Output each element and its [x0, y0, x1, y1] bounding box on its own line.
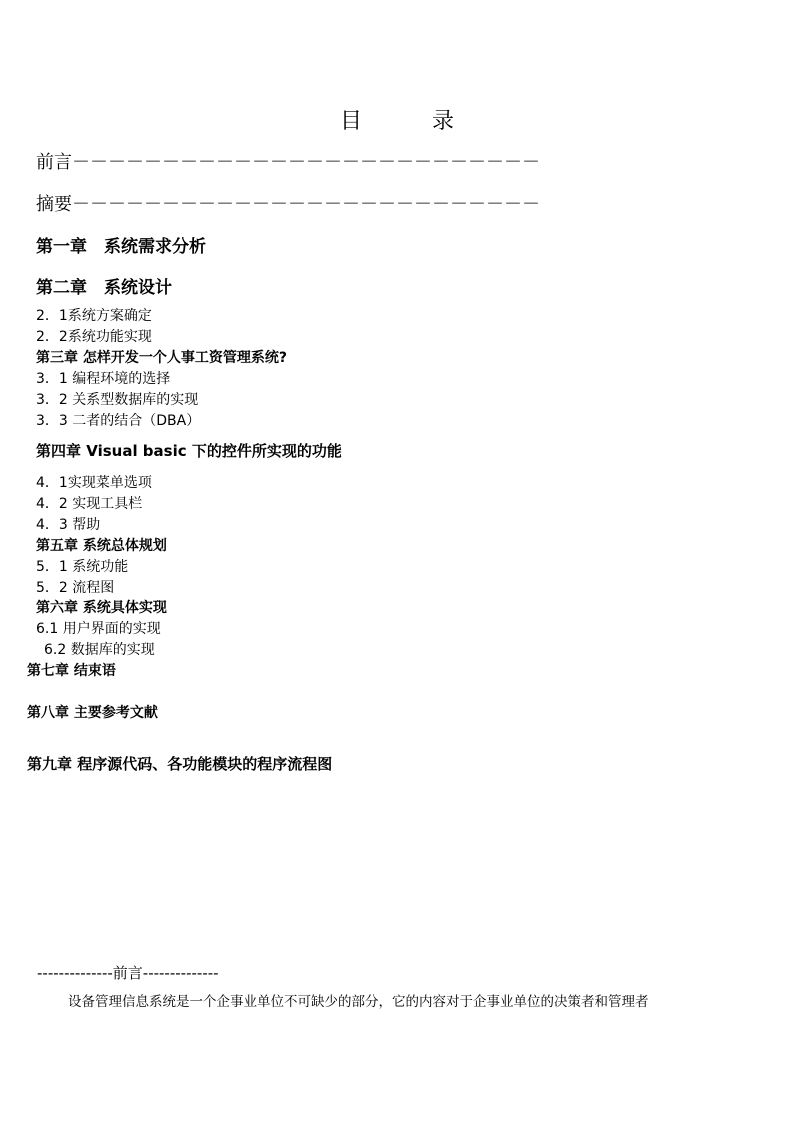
toc-section-4-1[interactable]: 4．1实现菜单选项: [36, 475, 152, 491]
toc-title-right: 录: [432, 109, 455, 134]
toc-chapter-5[interactable]: 第五章 系统总体规划: [36, 538, 167, 554]
toc-section-4-2[interactable]: 4．2 实现工具栏: [36, 496, 143, 512]
toc-chapter-2[interactable]: 第二章 系统设计: [36, 278, 172, 298]
toc-chapter-3[interactable]: 第三章 怎样开发一个人事工资管理系统?: [36, 350, 287, 366]
toc-section-5-2[interactable]: 5．2 流程图: [36, 580, 115, 596]
preface-heading: --------------前言--------------: [37, 964, 219, 982]
toc-title: [340, 104, 454, 135]
toc-section-4-3[interactable]: 4．3 帮助: [36, 517, 101, 533]
toc-title-left: 目: [340, 109, 363, 134]
toc-chapter-1[interactable]: 第一章 系统需求分析: [36, 237, 206, 257]
toc-section-2-1[interactable]: 2．1系统方案确定: [36, 308, 152, 324]
preface-first-line: 设备管理信息系统是一个企事业单位不可缺少的部分，它的内容对于企事业单位的决策者和管理者: [68, 994, 649, 1010]
toc-section-5-1[interactable]: 5．1 系统功能: [36, 559, 129, 575]
toc-chapter-9[interactable]: 第九章 程序源代码、各功能模块的程序流程图: [27, 755, 333, 773]
toc-chapter-4[interactable]: 第四章 Visual basic 下的控件所实现的功能: [36, 442, 342, 460]
toc-section-3-2[interactable]: 3．2 关系型数据库的实现: [36, 392, 199, 408]
toc-entry-abstract[interactable]: 摘要－－－－－－－－－－－－－－－－－－－－－－－－－－: [36, 194, 540, 215]
toc-entry-preface[interactable]: 前言－－－－－－－－－－－－－－－－－－－－－－－－－－: [36, 152, 540, 173]
toc-section-3-1[interactable]: 3．1 编程环境的选择: [36, 371, 171, 387]
toc-section-3-3[interactable]: 3．3 二者的结合（DBA）: [36, 413, 201, 429]
toc-section-6-1[interactable]: 6.1 用户界面的实现: [36, 621, 161, 637]
toc-section-6-2[interactable]: 6.2 数据库的实现: [44, 642, 155, 658]
toc-section-2-2[interactable]: 2．2系统功能实现: [36, 329, 152, 345]
toc-chapter-8[interactable]: 第八章 主要参考文献: [27, 705, 158, 721]
toc-chapter-6[interactable]: 第六章 系统具体实现: [36, 600, 167, 616]
toc-chapter-7[interactable]: 第七章 结束语: [27, 663, 116, 679]
